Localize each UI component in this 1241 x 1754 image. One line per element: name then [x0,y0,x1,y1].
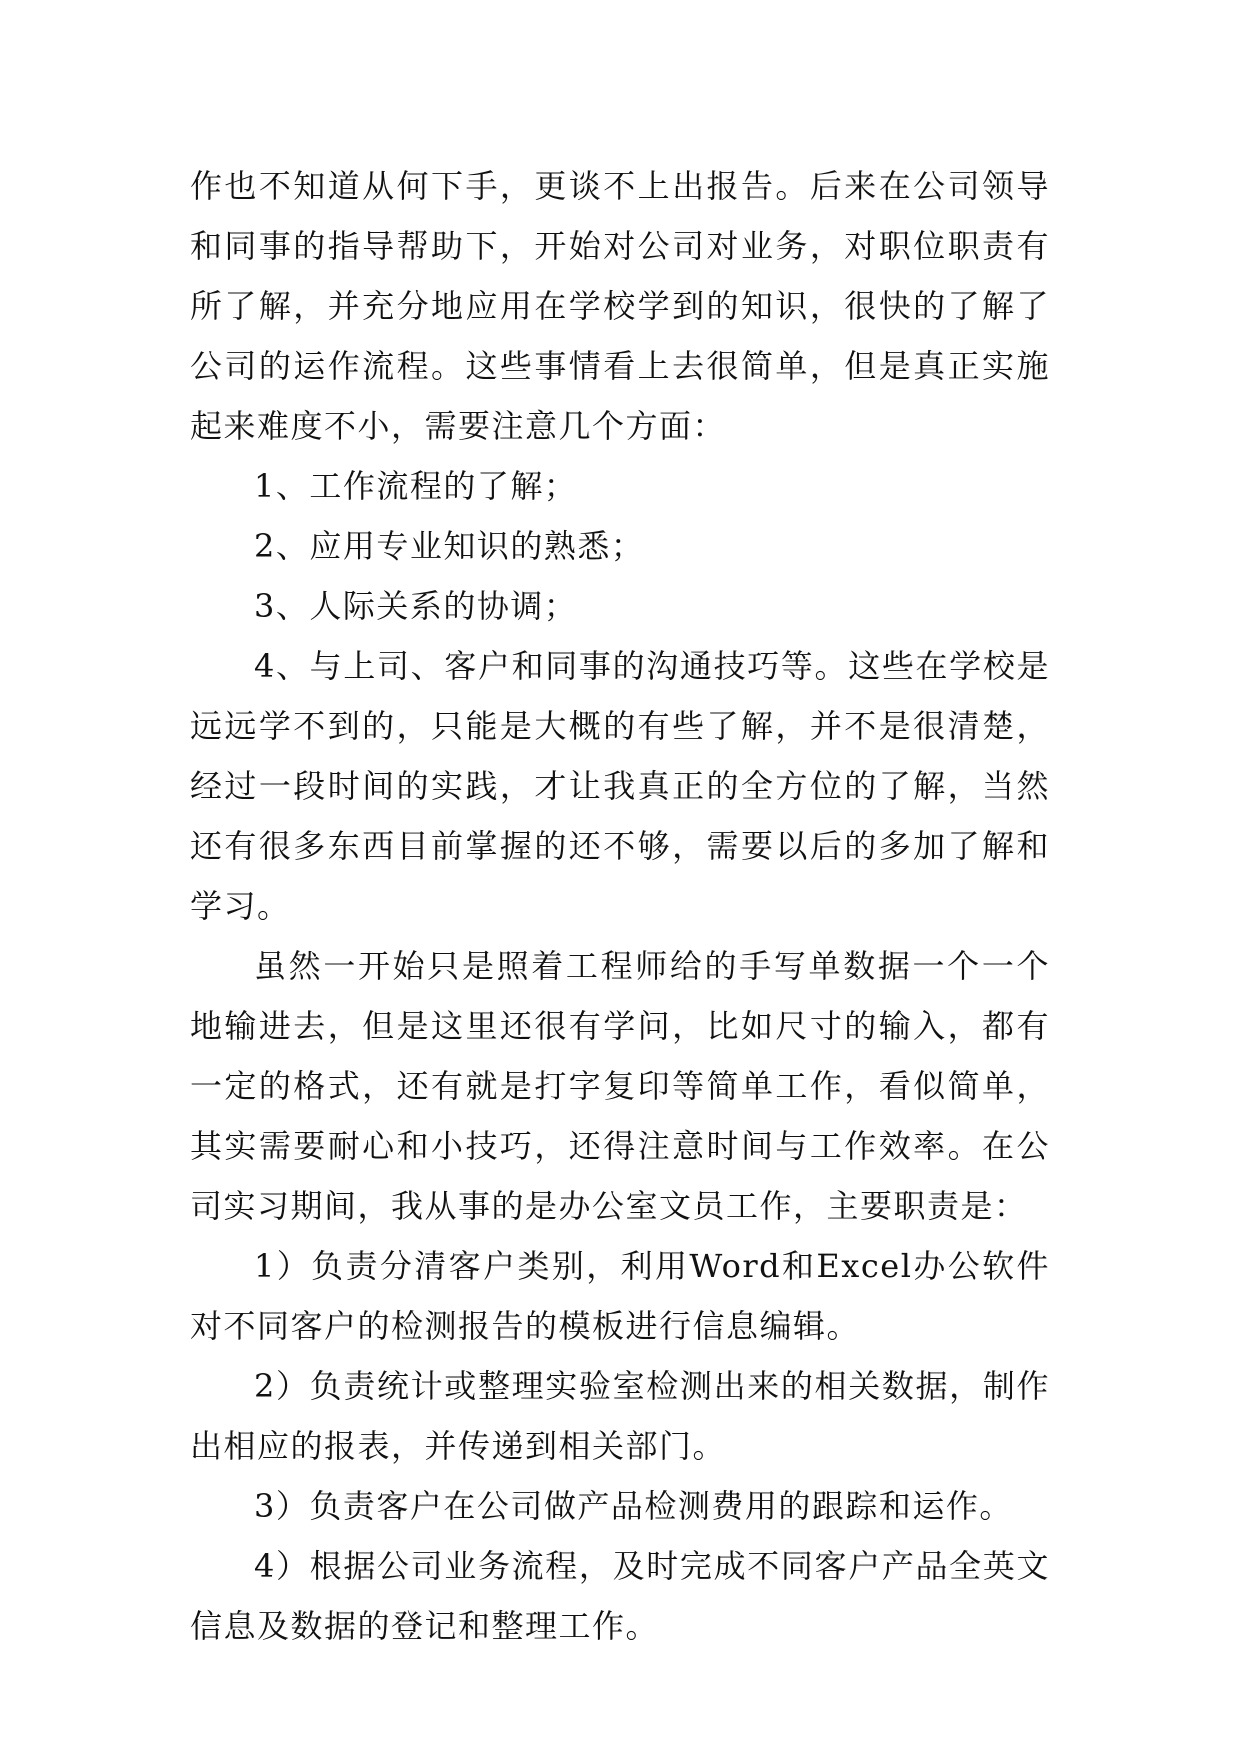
list-item-workflow: 1、工作流程的了解； [254,467,578,505]
duty-item-1: 1）负责分清客户类别，利用Word和Excel办公软件对不同客户的检测报告的模板进行信息编辑。 [190,1247,1050,1345]
body-paragraph: 作也不知道从何下手，更谈不上出报告。后来在公司领导和同事的指导帮助下，开始对公司对业务，对职位职责有所了解，并充分地应用在学校学到的知识，很快的了解了公司的运作流程。这些事情看上去很简单，但是真正实施起来难度不小，需要注意几个方面： [190,167,1050,445]
list-item-communication: 4、与上司、客户和同事的沟通技巧等。这些在学校是远远学不到的，只能是大概的有些了解，并不是很清楚，经过一段时间的实践，才让我真正的全方位的了解，当然还有很多东西目前掌握的还不够，需要以后的多加了解和学习。 [190,647,1050,925]
document-page [190,156,1050,1656]
body-paragraph: 虽然一开始只是照着工程师给的手写单数据一个一个地输进去，但是这里还很有学问，比如尺寸的输入，都有一定的格式，还有就是打字复印等简单工作，看似简单，其实需要耐心和小技巧，还得注意时间与工作效率。在公司实习期间，我从事的是办公室文员工作，主要职责是： [190,947,1050,1225]
duty-item-3: 3）负责客户在公司做产品检测费用的跟踪和运作。 [254,1487,1013,1525]
list-item-relations: 3、人际关系的协调； [254,587,578,625]
duty-item-2: 2）负责统计或整理实验室检测出来的相关数据，制作出相应的报表，并传递到相关部门。 [190,1367,1050,1465]
list-item-knowledge: 2、应用专业知识的熟悉； [254,527,645,565]
duty-item-4: 4）根据公司业务流程，及时完成不同客户产品全英文信息及数据的登记和整理工作。 [190,1547,1050,1645]
